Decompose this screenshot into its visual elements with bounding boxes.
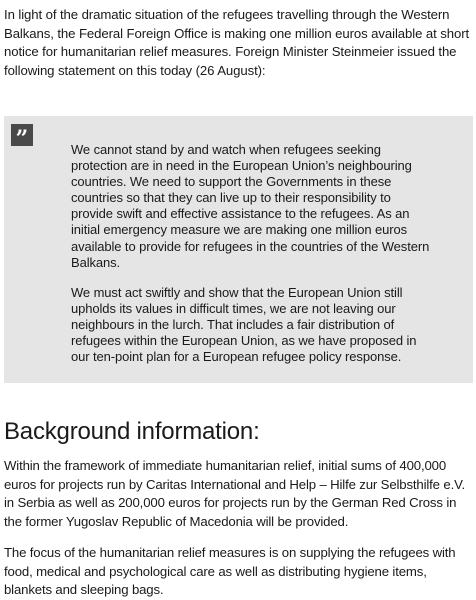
quotation-mark-icon: ” [11,124,33,146]
quote-text [71,142,431,379]
section-heading: Background information: [4,418,260,445]
quote-paragraph: We must act swiftly and show that the European Union still upholds its values in difficult times, we are not leaving our neighbours in the lurch. That includes a fair distribution of refugees within the European Union, as we have proposed in our ten-point plan for a European refugee policy response. [71,284,417,365]
background-paragraph: The focus of the humanitarian relief measures is on supplying the refugees with food, medical and psychological care as well as distributing hygiene items, blankets and sleeping bags. [4,545,456,597]
intro-paragraph: In light of the dramatic situation of the refugees travelling through the Western Balkans, the Federal Foreign Office is making one million euros available at short notice for humanitarian relief measures. Foreign Minister Steinmeier issued the following statement on this today (26 August): [4,7,470,78]
article-body [4,6,472,597]
quote-paragraph: We cannot stand by and watch when refugees seeking protection are in need in the European Union’s neighbouring countries. We need to support the Governments in these countries so that they can live up to their responsibility to provide swift and effective assistance to the refugees. As an initial emergency measure we are making one million euros available to provide for refugees in the countries of the Western Balkans. [71,142,430,270]
background-paragraph: Within the framework of immediate humanitarian relief, initial sums of 400,000 euros for projects run by Caritas International and Help – Hilfe zur Selbsthilfe e.V. in Serbia as well as 200,000 euros for projects run by the German Red Cross in the former Yugoslav Republic of Macedonia will be provided. [4,458,466,529]
quote-box [4,116,473,383]
